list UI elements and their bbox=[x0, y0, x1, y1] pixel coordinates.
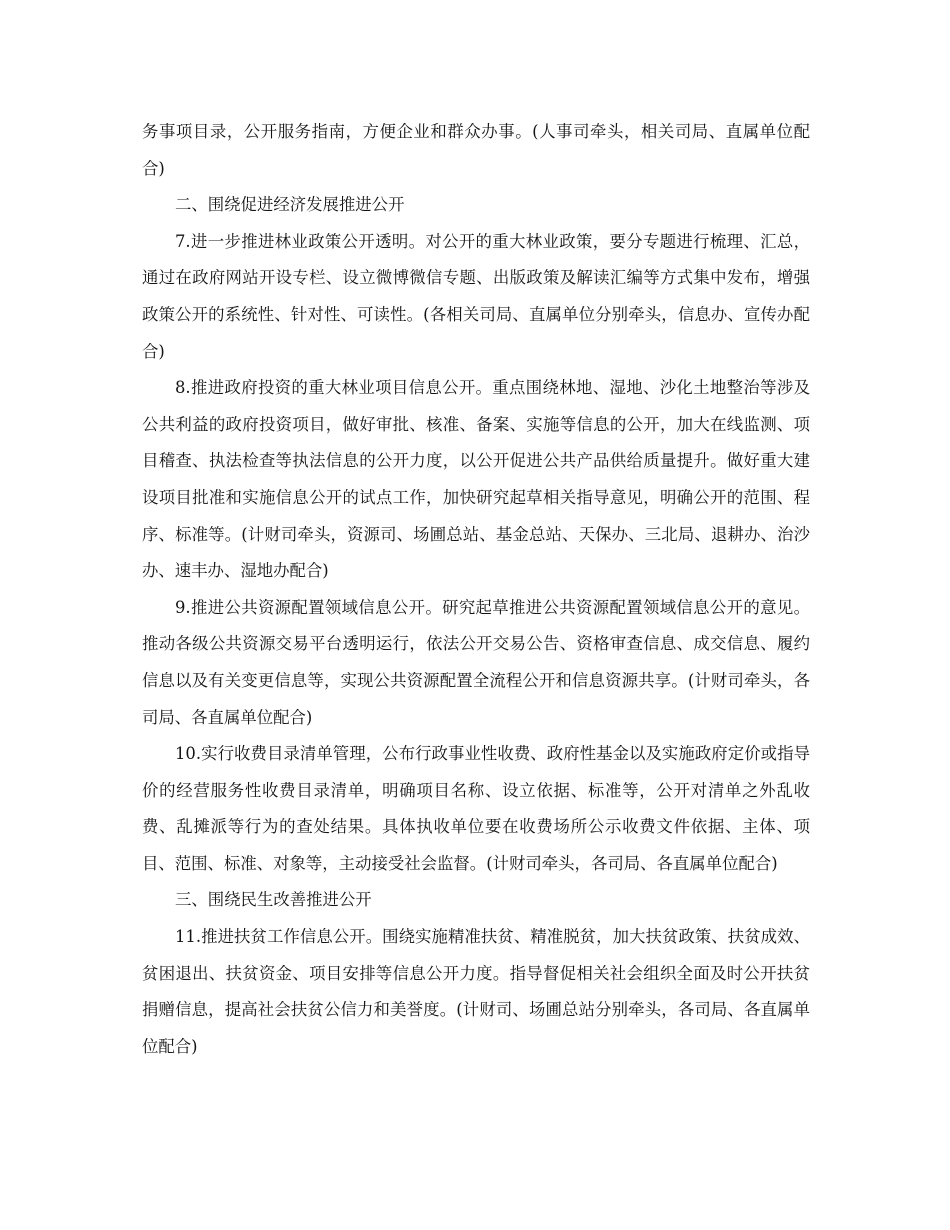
paragraph-item-11: 11.推进扶贫工作信息公开。围绕实施精准扶贫、精准脱贫，加大扶贫政策、扶贫成效、贫困退出、扶贫资金、项目安排等信息公开力度。指导督促相关社会组织全面及时公开扶贫捐赠信息，提高社会扶贫公信力和美誉度。(计财司、场圃总站分别牵头，各司局、各直属单位配合) bbox=[142, 927, 810, 1056]
section-heading-economic: 二、围绕促进经济发展推进公开 bbox=[175, 195, 405, 215]
paragraph-item-7: 7.进一步推进林业政策公开透明。对公开的重大林业政策，要分专题进行梳理、汇总，通过在政府网站开设专栏、设立微博微信专题、出版政策及解读汇编等方式集中发布，增强政策公开的系统性、针对性、可读性。(各相关司局、直属单位分别牵头，信息办、宣传办配合) bbox=[142, 231, 810, 361]
paragraph-item-10: 10.实行收费目录清单管理，公布行政事业性收费、政府性基金以及实施政府定价或指导价的经营服务性收费目录清单，明确项目名称、设立依据、标准等，公开对清单之外乱收费、乱摊派等行为的查处结果。具体执收单位要在收费场所公示收费文件依据、主体、项目、范围、标准、对象等，主动接受社会监督。(计财司牵头，各司局、各直属单位配合) bbox=[142, 744, 810, 873]
paragraph-item-9: 9.推进公共资源配置领域信息公开。研究起草推进公共资源配置领域信息公开的意见。推动各级公共资源交易平台透明运行，依法公开交易公告、资格审查信息、成交信息、履约信息以及有关变更信息等，实现公共资源配置全流程公开和信息资源共享。(计财司牵头，各司局、各直属单位配合) bbox=[142, 597, 810, 727]
document-body bbox=[142, 114, 810, 1065]
section-heading-livelihood: 三、围绕民生改善推进公开 bbox=[175, 890, 372, 910]
paragraph-item-8: 8.推进政府投资的重大林业项目信息公开。重点围绕林地、湿地、沙化土地整治等涉及公共利益的政府投资项目，做好审批、核准、备案、实施等信息的公开，加大在线监测、项目稽查、执法检查等执法信息的公开力度，以公开促进公共产品供给质量提升。做好重大建设项目批准和实施信息公开的试点工作，加快研究起草相关指导意见，明确公开的范围、程序、标准等。(计财司牵头，资源司、场圃总站、基金总站、天保办、三北局、退耕办、治沙办、速丰办、湿地办配合) bbox=[142, 378, 810, 581]
paragraph-continuation: 务事项目录，公开服务指南，方便企业和群众办事。(人事司牵头，相关司局、直属单位配合) bbox=[142, 122, 810, 178]
